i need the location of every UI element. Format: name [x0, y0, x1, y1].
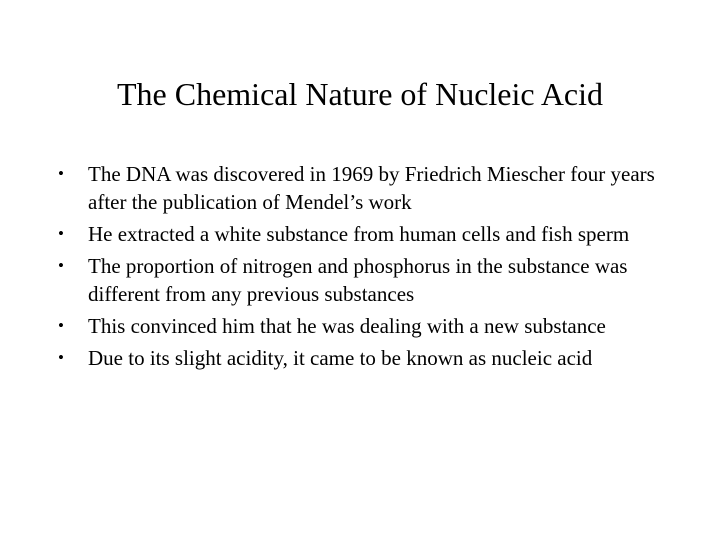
- bullet-text: He extracted a white substance from human cells and fish sperm: [88, 222, 630, 246]
- bullet-item: [58, 344, 658, 372]
- bullet-icon: •: [58, 348, 64, 367]
- bullet-text: This convinced him that he was dealing with a new substance: [88, 314, 606, 338]
- bullet-item: [58, 220, 658, 248]
- bullet-item: [58, 160, 658, 216]
- bullet-list: [58, 160, 658, 376]
- bullet-icon: •: [58, 164, 64, 183]
- slide-title: The Chemical Nature of Nucleic Acid: [116, 76, 604, 112]
- bullet-icon: •: [58, 256, 64, 275]
- bullet-icon: •: [58, 316, 64, 335]
- bullet-icon: •: [58, 224, 64, 243]
- bullet-item: [58, 252, 658, 308]
- bullet-text: The DNA was discovered in 1969 by Friedrich Miescher four years after the publication of Mendel’s work: [88, 162, 655, 214]
- bullet-text: The proportion of nitrogen and phosphorus in the substance was different from any previous substances: [88, 254, 628, 306]
- bullet-text: Due to its slight acidity, it came to be known as nucleic acid: [88, 346, 593, 370]
- bullet-item: [58, 312, 658, 340]
